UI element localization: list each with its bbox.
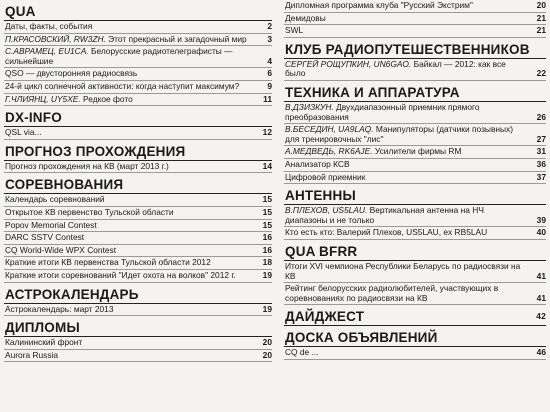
entry-page-number: 12	[262, 127, 272, 138]
toc-section	[4, 3, 272, 106]
entry-title: Краткие итоги КВ первенства Тульской области 2012	[5, 257, 211, 268]
entry-title: П.КРАСОВСКИЙ, RW3ZH. Этот прекрасный и загадочный мир	[5, 33, 247, 44]
toc-entry[interactable]	[4, 220, 272, 233]
entry-title: Календарь соревнований	[5, 194, 105, 205]
toc-entry[interactable]	[4, 337, 272, 350]
toc-entry[interactable]	[284, 283, 546, 305]
entry-page-number: 22	[536, 68, 546, 79]
entry-page-number: 15	[262, 194, 272, 205]
entry-page-number: 14	[262, 160, 272, 171]
entry-title: Даты, факты, события	[5, 21, 93, 31]
entry-title: 24-й цикл солнечной активности: когда наступит максимум?	[5, 80, 240, 91]
section-title: ДОСКА ОБЪЯВЛЕНИЙ	[284, 329, 546, 347]
toc-section	[4, 286, 272, 317]
toc-entry[interactable]	[4, 194, 272, 207]
entry-page-number: 4	[267, 55, 272, 66]
entry-page-number: 19	[262, 269, 272, 280]
toc-entry[interactable]	[4, 304, 272, 317]
entry-title: Открытое КВ первенство Тульской области	[5, 206, 174, 217]
toc-entry[interactable]	[4, 232, 272, 245]
author-name: СЕРГЕЙ РОЩУПКИН, UN6GAO.	[285, 58, 412, 69]
toc-section	[4, 176, 272, 282]
entry-page-number: 20	[536, 0, 546, 10]
toc-entry[interactable]	[4, 68, 272, 81]
toc-entry[interactable]	[4, 81, 272, 94]
toc-entry[interactable]	[4, 245, 272, 258]
entry-page-number: 40	[536, 227, 546, 238]
toc-section	[284, 187, 546, 240]
entry-page-number: 19	[262, 303, 272, 314]
entry-page-number: 20	[262, 337, 272, 348]
toc-entry[interactable]	[4, 34, 272, 47]
entry-title: Астрокалендарь: март 2013	[5, 303, 114, 314]
toc-section	[284, 0, 546, 38]
entry-title: В.ПЛЕХОВ, US5LAU. Вертикальная антенна на НЧ диапазоны и не только	[285, 205, 484, 225]
toc-entry[interactable]	[284, 347, 546, 360]
entry-title: Анализатор КСВ	[285, 158, 350, 169]
entry-page-number: 3	[267, 33, 272, 44]
author-name: П.КРАСОВСКИЙ, RW3ZH.	[5, 33, 106, 44]
entry-page-number: 31	[536, 146, 546, 157]
toc-entry[interactable]	[284, 124, 546, 146]
toc-section	[284, 243, 546, 305]
entry-page-number: 21	[536, 25, 546, 36]
entry-title: QSL via...	[5, 127, 42, 138]
entry-page-number: 41	[536, 270, 546, 281]
entry-title: CQ de ...	[285, 347, 319, 358]
entry-title: Рейтинг белорусских радиолюбителей, участвующих в соревнованиях по радиосвязи на КВ	[285, 283, 499, 303]
entry-page-number: 36	[536, 158, 546, 169]
entry-page-number: 15	[262, 219, 272, 230]
section-title: ПРОГНОЗ ПРОХОЖДЕНИЯ	[4, 143, 272, 161]
toc-entry[interactable]	[4, 127, 272, 140]
toc-section	[284, 329, 546, 360]
section-title: СОРЕВНОВАНИЯ	[4, 176, 272, 194]
toc-entry[interactable]	[284, 102, 546, 124]
entry-title: Г.ЧЛИЯНЦ, UY5XE. Редкое фото	[5, 93, 133, 104]
section-title: АНТЕННЫ	[284, 187, 546, 205]
entry-title: Кто есть кто: Валерий Плехов, US5LAU, ex RB5LAU	[285, 227, 488, 238]
entry-page-number: 2	[267, 21, 272, 31]
entry-title: Цифровой приемник	[285, 171, 366, 182]
entry-page-number: 26	[536, 111, 546, 122]
entry-page-number: 46	[536, 347, 546, 358]
entry-page-number: 27	[536, 133, 546, 144]
author-name: С.АВРАМЕЦ, EU1CA.	[5, 46, 89, 57]
toc-entry[interactable]	[4, 257, 272, 270]
toc-entry[interactable]	[284, 59, 546, 81]
entry-page-number: 11	[263, 93, 272, 104]
entry-title: DARC SSTV Contest	[5, 232, 85, 243]
section-title	[284, 308, 546, 326]
section-title: DX-INFO	[4, 109, 272, 127]
toc-entry[interactable]	[4, 46, 272, 68]
entry-title: Итоги XVI чемпиона Республики Беларусь по радиосвязи на КВ	[285, 260, 521, 281]
section-title: КЛУБ РАДИОПУТЕШЕСТВЕННИКОВ	[284, 41, 546, 59]
entry-title: Дипломная программа клуба "Русский Экстрим"	[285, 0, 473, 10]
entry-page-number: 20	[262, 349, 272, 360]
section-title: QUA	[4, 3, 272, 21]
entry-page-number: 41	[536, 292, 546, 303]
toc-entry[interactable]	[4, 350, 272, 363]
section-title: АСТРОКАЛЕНДАРЬ	[4, 286, 272, 304]
author-name: В.ДЗИЗКУН.	[285, 101, 334, 112]
toc-entry[interactable]	[284, 146, 546, 159]
entry-title: SWL	[285, 25, 304, 36]
entry-title: Краткие итоги соревнований "Идет охота на волков" 2012 г.	[5, 269, 236, 280]
author-name: В.ПЛЕХОВ, US5LAU.	[285, 205, 368, 216]
entry-page-number: 9	[267, 80, 272, 91]
entry-title: А.МЕДВЕДЬ, RK6AJE. Усилители фирмы RM	[285, 146, 462, 157]
entry-page-number: 16	[262, 232, 272, 243]
entry-title: С.АВРАМЕЦ, EU1CA. Белорусские радиотелеграфисты — сильнейшие	[5, 46, 233, 66]
section-title: ТЕХНИКА И АППАРАТУРА	[284, 84, 546, 102]
entry-page-number: 42	[536, 311, 546, 322]
toc-entry[interactable]	[4, 270, 272, 283]
entry-title: СЕРГЕЙ РОЩУПКИН, UN6GAO. Байкал — 2012: как все было	[285, 58, 506, 79]
entry-page-number: 39	[536, 214, 546, 225]
section-title-text: ДАЙДЖЕСТ	[285, 309, 365, 325]
toc-section	[284, 41, 546, 81]
toc-left-column	[4, 0, 272, 362]
entry-page-number: 18	[262, 257, 272, 268]
toc-entry[interactable]	[4, 207, 272, 220]
section-title: QUA BFRR	[284, 243, 546, 261]
entry-page-number: 6	[267, 68, 272, 79]
entry-title: В.ДЗИЗКУН. Двухдиапазонный приемник прямого преобразования	[285, 101, 480, 122]
entry-title: QSO — двусторонняя радиосвязь	[5, 68, 138, 79]
entry-page-number: 16	[262, 244, 272, 255]
entry-page-number: 37	[536, 171, 546, 182]
author-name: А.МЕДВЕДЬ, RK6AJE.	[285, 146, 373, 157]
entry-title: Popov Memorial Contest	[5, 219, 97, 230]
entry-page-number: 21	[536, 12, 546, 23]
entry-title: Калининский фронт	[5, 337, 83, 348]
author-name: В.БЕСЕДИН, UA9LAQ.	[285, 124, 374, 135]
toc-section	[284, 84, 546, 184]
toc-entry[interactable]	[4, 161, 272, 174]
entry-title: Демидовы	[285, 12, 326, 23]
toc-entry[interactable]	[4, 94, 272, 107]
entry-title: Прогноз прохождения на КВ (март 2013 г.)	[5, 160, 169, 171]
toc-entry[interactable]	[284, 261, 546, 283]
entry-page-number: 15	[262, 206, 272, 217]
entry-title: CQ World-Wide WPX Contest	[5, 244, 117, 255]
toc-entry[interactable]	[284, 25, 546, 38]
toc-entry[interactable]	[284, 13, 546, 26]
entry-title: Aurora Russia	[5, 349, 59, 360]
author-name: Г.ЧЛИЯНЦ, UY5XE.	[5, 93, 81, 104]
toc-section	[4, 319, 272, 362]
toc-section	[284, 308, 546, 326]
toc-section	[4, 143, 272, 174]
section-title: ДИПЛОМЫ	[4, 319, 272, 337]
toc-entry[interactable]	[284, 205, 546, 227]
toc-section	[4, 109, 272, 140]
toc-entry[interactable]	[284, 0, 546, 13]
toc-entry[interactable]	[284, 172, 546, 185]
toc-entry[interactable]	[4, 21, 272, 34]
toc-entry[interactable]	[284, 159, 546, 172]
toc-entry[interactable]	[284, 227, 546, 240]
toc-right-column	[284, 0, 546, 360]
entry-title: В.БЕСЕДИН, UA9LAQ. Манипуляторы (датчики позывных) для тренировочных "лис"	[285, 124, 514, 144]
